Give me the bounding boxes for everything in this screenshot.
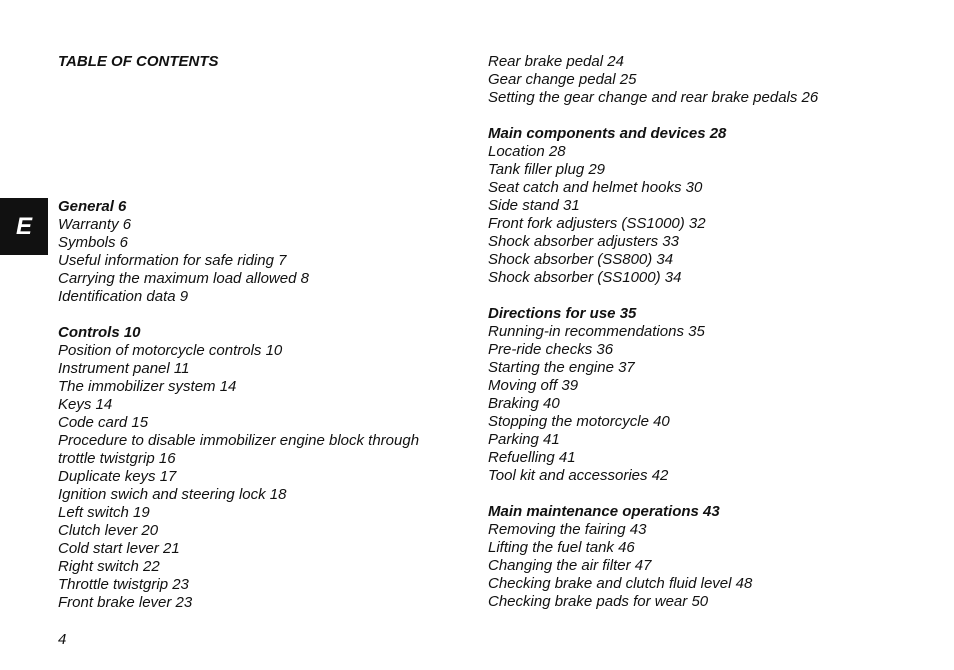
toc-entry[interactable]: Changing the air filter 47 [488,557,652,574]
page-number: 4 [58,631,67,648]
toc-entry[interactable]: Moving off 39 [488,377,579,394]
toc-section-heading[interactable]: Main components and devices 28 [488,125,727,142]
toc-right-column [488,53,928,611]
section-spacer [58,306,458,324]
toc-entry[interactable]: Stopping the motorcycle 40 [488,413,670,430]
toc-entry[interactable]: Location 28 [488,143,566,160]
section-spacer [488,485,928,503]
toc-entry[interactable]: Front brake lever 23 [58,594,193,611]
toc-section-main-components [488,125,928,287]
toc-entry[interactable]: Checking brake pads for wear 50 [488,593,709,610]
toc-entry[interactable]: Shock absorber (SS1000) 34 [488,269,682,286]
toc-entry[interactable]: Tank filler plug 29 [488,161,606,178]
toc-section-heading[interactable]: General 6 [58,198,127,215]
toc-entry[interactable]: Code card 15 [58,414,149,431]
toc-entry[interactable]: Instrument panel 11 [58,360,190,377]
toc-entry[interactable]: Parking 41 [488,431,560,448]
toc-entry[interactable]: Throttle twistgrip 23 [58,576,189,593]
toc-entry[interactable]: Gear change pedal 25 [488,71,637,88]
toc-entry[interactable]: Left switch 19 [58,504,150,521]
toc-entry[interactable]: Symbols 6 [58,234,129,251]
toc-section-general [58,198,458,306]
toc-section-heading[interactable]: Directions for use 35 [488,305,637,322]
toc-entry[interactable]: Identification data 9 [58,288,189,305]
toc-entry[interactable]: Starting the engine 37 [488,359,635,376]
toc-entry[interactable]: Carrying the maximum load allowed 8 [58,270,309,287]
toc-entry[interactable]: Shock absorber (SS800) 34 [488,251,674,268]
toc-entry[interactable]: Position of motorcycle controls 10 [58,342,283,359]
toc-entry[interactable]: Ignition swich and steering lock 18 [58,486,287,503]
toc-entry[interactable]: Refuelling 41 [488,449,576,466]
toc-entry[interactable]: Front fork adjusters (SS1000) 32 [488,215,706,232]
toc-section-heading[interactable]: Controls 10 [58,324,141,341]
toc-left-column [58,53,458,612]
toc-entry[interactable]: Braking 40 [488,395,560,412]
language-tab-marker: E [0,198,48,255]
toc-entry[interactable]: Removing the fairing 43 [488,521,647,538]
toc-entry[interactable]: Warranty 6 [58,216,132,233]
toc-entry[interactable]: Pre-ride checks 36 [488,341,614,358]
toc-section-maintenance [488,503,928,611]
toc-section-controls [58,324,458,612]
toc-entry[interactable]: Tool kit and accessories 42 [488,467,669,484]
toc-entry[interactable]: Keys 14 [58,396,113,413]
toc-entry[interactable]: Seat catch and helmet hooks 30 [488,179,703,196]
toc-section-continued [488,53,928,107]
toc-entry[interactable]: Useful information for safe riding 7 [58,252,287,269]
toc-entry[interactable]: Right switch 22 [58,558,160,575]
toc-entry[interactable]: Clutch lever 20 [58,522,159,539]
toc-entry[interactable]: Procedure to disable immobilizer engine block through trottle twistgrip 16 [58,432,420,467]
toc-entry[interactable]: Cold start lever 21 [58,540,180,557]
toc-entry[interactable]: Shock absorber adjusters 33 [488,233,679,250]
toc-entry[interactable]: Lifting the fuel tank 46 [488,539,635,556]
section-spacer [488,107,928,125]
toc-entry[interactable]: Setting the gear change and rear brake pedals 26 [488,89,819,106]
toc-entry[interactable]: Running-in recommendations 35 [488,323,705,340]
toc-entry[interactable]: Duplicate keys 17 [58,468,177,485]
title-spacer [58,71,458,198]
toc-entry[interactable]: The immobilizer system 14 [58,378,237,395]
toc-title: TABLE OF CONTENTS [58,53,219,70]
toc-entry[interactable]: Rear brake pedal 24 [488,53,624,70]
toc-entry[interactable]: Checking brake and clutch fluid level 48 [488,575,753,592]
toc-section-directions [488,305,928,485]
section-spacer [488,287,928,305]
toc-entry[interactable]: Side stand 31 [488,197,580,214]
toc-section-heading[interactable]: Main maintenance operations 43 [488,503,720,520]
